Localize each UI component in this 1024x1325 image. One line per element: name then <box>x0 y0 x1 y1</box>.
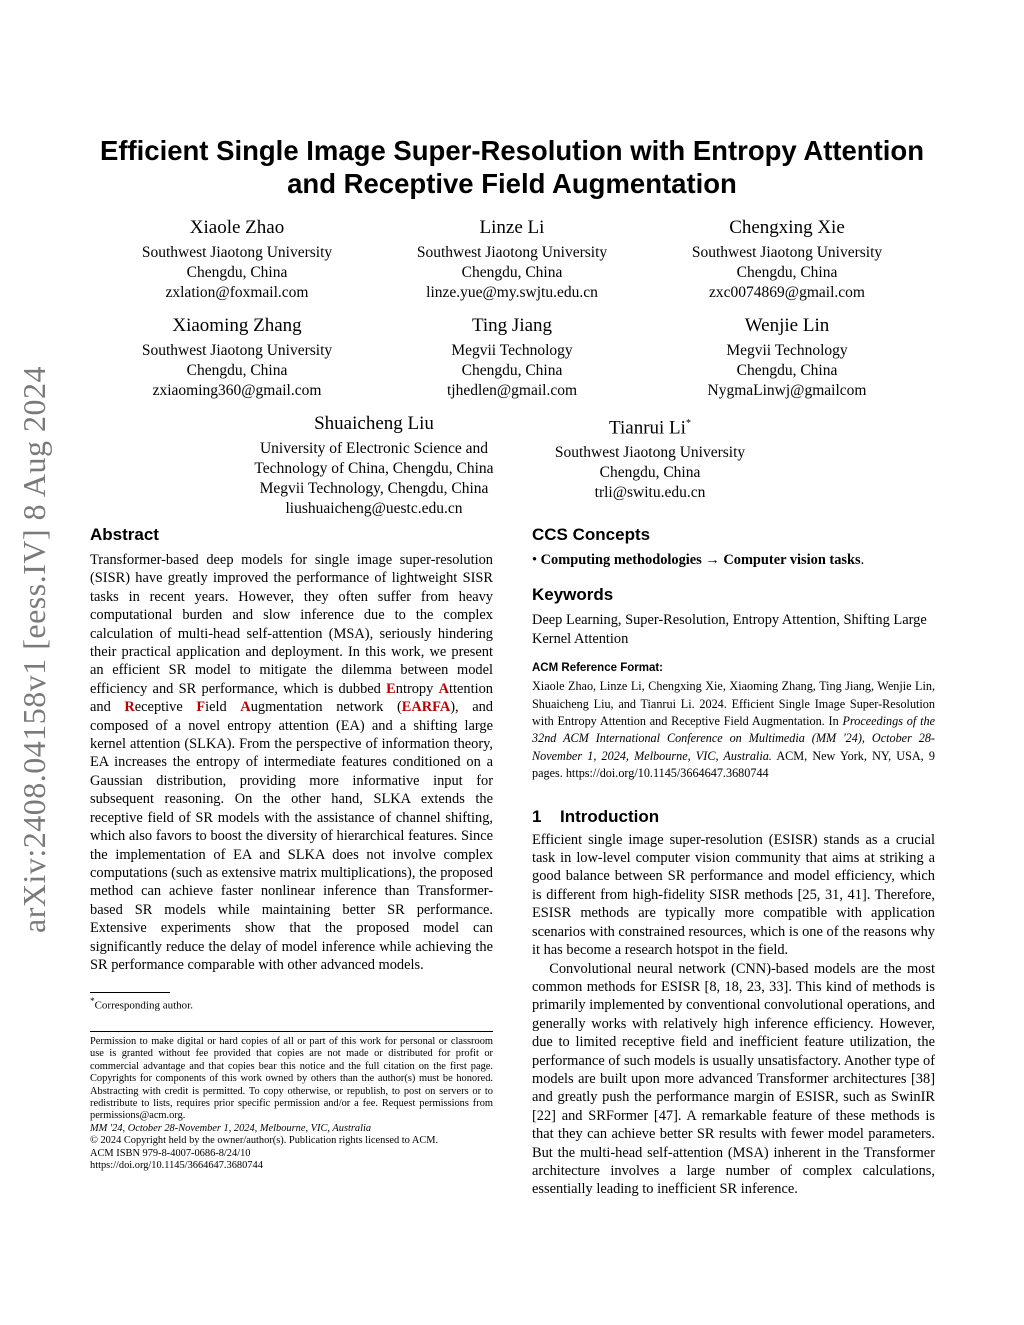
isbn-line: ACM ISBN 979-8-4007-0686-8/24/10 <box>90 1147 251 1159</box>
author-name: Ting Jiang <box>471 315 553 336</box>
intro-paragraph-2: Convolutional neural network (CNN)-based models are the most common methods for ESISR [8, 18, 23, 33]. This kind of methods is primarily implemented by conventional convolutional operations, and generally works with relatively high inference efficiency. However, due to limited receptive field and inefficient feature utilization, the performance of such models is usually unsatisfactory. Another type of models are built upon more advanced Transformer architectures [38] and greatly push the performance margin of ESISR, such as SwinIR [22] and SRFormer [47]. A remarkable feature of these methods is that they can achieve better SR results with fewer model parameters. But the multi-head self-attention (MSA) inherent in the Transformer architecture involves a large number of complex calculations, essentially leading to inefficient SR inference. <box>532 960 935 1198</box>
author-email: zxlation@foxmail.com <box>165 284 309 301</box>
author-location: Chengdu, China <box>186 362 288 379</box>
author-name: Wenjie Lin <box>744 315 830 336</box>
acronym-letter-f: F <box>196 699 206 716</box>
author-email: zxc0074869@gmail.com <box>709 284 865 301</box>
abstract-text-2: ), and composed of a novel entropy attention (EA) and a shifting large kernel attention (SLKA). From the perspective of information theory, EA increases the entropy of intermediate features conditioned on a Gaussian distribution, providing more informative input for subsequent reasoning. On the other hand, SLKA extends the receptive field of SR models with the assistance of channel shifting, which also favors to boost the diversity of hierarchical features. Since the implementation of EA and SLKA does not involve complex computations (such as extensive matrix multiplications), the proposed method can achieve faster nonlinear inference than Transformer-based SR models while maintaining better SR performance. Extensive experiments show that the proposed model can significantly reduce the delay of model inference while achieving the SR performance comparable with other advanced models. <box>90 699 493 973</box>
author-affiliation-2: Technology of China, Chengdu, China <box>254 460 494 477</box>
acm-reference-proceedings: Proceedings of the 32nd ACM International Conference on Multimedia (MM '24), October 28-November 1, 2024, Melbourne, VIC, Australia. <box>532 714 935 763</box>
author-email: NygmaLinwj@gmailcom <box>707 382 867 399</box>
author-name: Xiaoming Zhang <box>172 315 302 336</box>
author-name: Linze Li <box>479 217 545 238</box>
author-block <box>622 313 952 401</box>
ccs-concept-text: Computing methodologies → Computer vision tasks <box>540 552 861 568</box>
paper-title <box>90 134 934 200</box>
author-location: Chengdu, China <box>186 264 288 281</box>
section-title: Introduction <box>560 806 660 826</box>
acronym-rest-eceptive: eceptive <box>134 699 197 716</box>
abstract-text <box>90 551 493 974</box>
ccs-period: . <box>860 552 865 568</box>
model-name-earfa: EARFA <box>401 699 451 716</box>
author-location: Chengdu, China <box>461 362 563 379</box>
abstract-heading: Abstract <box>90 525 159 544</box>
author-block <box>622 215 952 303</box>
author-location: Megvii Technology, Chengdu, China <box>259 480 489 497</box>
acm-reference-text-2: ACM, New York, NY, USA, 9 pages. https://doi.org/10.1145/3664647.3680744 <box>532 748 935 781</box>
ccs-heading: CCS Concepts <box>532 525 651 544</box>
footnote-text: Corresponding author. <box>94 999 193 1012</box>
acronym-letter-e: E <box>386 680 396 697</box>
author-affiliation: Southwest Jiaotong University <box>691 244 883 261</box>
author-affiliation: Southwest Jiaotong University <box>141 244 333 261</box>
acm-reference-text <box>532 678 935 782</box>
author-name <box>485 411 815 441</box>
acm-reference-text-1: Xiaole Zhao, Linze Li, Chengxing Xie, Xiaoming Zhang, Ting Jiang, Wenjie Lin, Shuaicheng Liu, and Tianrui Li. 2024. Efficient Single Image Super-Resolution with Entropy Attention and Receptive Field Augmentation. In <box>532 679 935 729</box>
author-location: Chengdu, China <box>461 264 563 281</box>
intro-paragraph-1: Efficient single image super-resolution (ESISR) stands as a crucial task in low-level computer vision community that aims at striking a good balance between SR performance and model efficiency, which is different from high-fidelity SISR methods [25, 31, 41]. Therefore, ESISR methods are typically more compatible with application scenarios with constrained resources, which is one of the reasons why it has become a research hotspot in the field. <box>532 831 935 959</box>
acm-reference-heading: ACM Reference Format: <box>532 662 663 675</box>
author-location: Chengdu, China <box>599 464 701 482</box>
author-affiliation: University of Electronic Science and <box>259 440 489 457</box>
author-affiliation: Megvii Technology <box>726 342 848 359</box>
acronym-rest-ugmentation: ugmentation network ( <box>250 699 402 716</box>
arxiv-identifier: arXiv:2408.04158v1 [eess.IV] 8 Aug 2024 <box>16 366 52 934</box>
introduction-body <box>532 831 935 1199</box>
author-email: zxiaoming360@gmail.com <box>152 382 322 399</box>
permission-block <box>90 1036 493 1172</box>
author-name: Shuaicheng Liu <box>314 413 434 434</box>
author-email: liushuaicheng@uestc.edu.cn <box>285 500 463 517</box>
author-location: Chengdu, China <box>736 264 838 281</box>
section-number: 1 <box>532 806 542 826</box>
author-email: trli@switu.edu.cn <box>594 484 706 502</box>
ccs-bullet: • <box>532 552 538 568</box>
author-block <box>485 411 815 503</box>
author-affiliation: Southwest Jiaotong University <box>141 342 333 359</box>
author-affiliation: Southwest Jiaotong University <box>416 244 608 261</box>
title-line-2: and Receptive Field Augmentation <box>287 168 737 199</box>
acronym-rest-ttention: ttention and <box>90 680 493 716</box>
author-email: tjhedlen@gmail.com <box>446 382 578 399</box>
corresponding-mark: * <box>685 418 691 429</box>
footnote-mark: * <box>90 996 95 1006</box>
author-name-text: Tianrui Li <box>609 417 686 439</box>
permission-text: Permission to make digital or hard copies of all or part of this work for personal or classroom use is granted without fee provided that copies are not made or distributed for profit or commercial advantage and that copies bear this notice and the full citation on the first page. Copyrights for components of this work owned by others than the author(s) must be honored. Abstracting with credit is permitted. To copy otherwise, or republish, to post on servers or to redistribute to lists, requires prior specific permission and/or a fee. Request permissions from permissions@acm.org. <box>90 1036 493 1122</box>
author-affiliation: Southwest Jiaotong University <box>554 444 746 462</box>
footnote-divider <box>90 992 170 993</box>
title-line-1: Efficient Single Image Super-Resolution with Entropy Attention <box>99 135 924 166</box>
acronym-letter-a: A <box>438 680 450 697</box>
footnote <box>90 996 193 1012</box>
abstract-section <box>90 525 493 974</box>
author-name: Xiaole Zhao <box>189 217 285 238</box>
doi-line: https://doi.org/10.1145/3664647.3680744 <box>90 1160 263 1172</box>
right-column <box>532 525 935 1199</box>
acronym-letter-a2: A <box>240 699 251 716</box>
author-affiliation: Megvii Technology <box>451 342 573 359</box>
introduction-heading <box>532 807 935 827</box>
venue-line: MM '24, October 28-November 1, 2024, Melbourne, VIC, Australia <box>90 1122 372 1134</box>
acronym-letter-r: R <box>124 699 135 716</box>
acronym-rest-ield: ield <box>205 699 241 716</box>
abstract-text-1: Transformer-based deep models for single image super-resolution (SISR) have greatly improved the performance of lightweight SISR tasks in recent years. However, they often suffer from heavy computational burden and slow inference due to the complex calculation of multi-head self-attention (MSA), seriously hindering their practical application and deployment. In this work, we present an efficient SR model to mitigate the dilemma between model efficiency and SR performance, which is dubbed <box>90 552 493 697</box>
author-email: linze.yue@my.swjtu.edu.cn <box>426 284 598 301</box>
keywords-text: Deep Learning, Super-Resolution, Entropy Attention, Shifting Large Kernel Attention <box>532 612 927 647</box>
acronym-rest-ntropy: ntropy <box>395 680 439 697</box>
permission-divider <box>90 1031 493 1032</box>
keywords-heading: Keywords <box>532 585 614 605</box>
copyright-line: © 2024 Copyright held by the owner/author(s). Publication rights licensed to ACM. <box>90 1135 439 1147</box>
author-name: Chengxing Xie <box>729 217 845 238</box>
author-location: Chengdu, China <box>736 362 838 379</box>
ccs-concept <box>532 551 935 569</box>
